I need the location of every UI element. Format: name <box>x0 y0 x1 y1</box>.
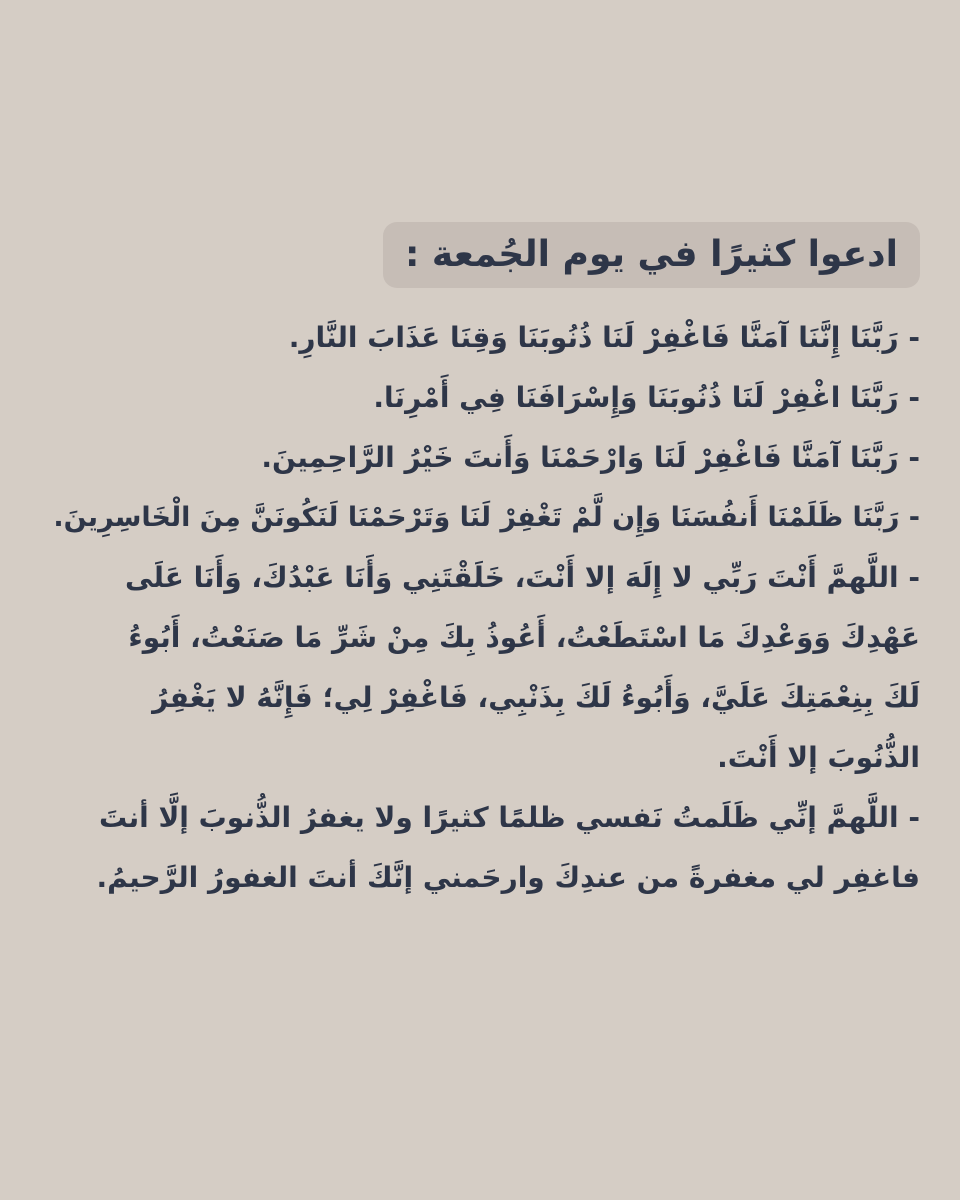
dua-6-line-2: فاغفِر لي مغفرةً من عندِكَ وارحَمني إنَّكَ أنتَ الغفورُ الرَّحيمُ. <box>96 861 920 894</box>
dua-list <box>40 308 920 908</box>
dua-6-line-1: - اللَّهمَّ إنِّي ظَلَمتُ نَفسي ظلمًا كثيرًا ولا يغفرُ الذُّنوبَ إلَّا أنتَ <box>98 801 920 834</box>
dua-5-line-2: عَهْدِكَ وَوَعْدِكَ مَا اسْتَطَعْتُ، أَعُوذُ بِكَ مِنْ شَرِّ مَا صَنَعْتُ، أَبُوءُ <box>128 621 920 654</box>
dua-5-line-1: - اللَّهمَّ أَنْتَ رَبِّي لا إِلَهَ إلا أَنْتَ، خَلَقْتَنِي وَأَنَا عَبْدُكَ، وَأَنَا عَلَى <box>125 561 920 594</box>
dua-2-line-1: - رَبَّنَا اغْفِرْ لَنَا ذُنُوبَنَا وَإِسْرَافَنَا فِي أَمْرِنَا. <box>373 381 920 414</box>
dua-1-line-1: - رَبَّنَا إِنَّنَا آمَنَّا فَاغْفِرْ لَنَا ذُنُوبَنَا وَقِنَا عَذَابَ النَّارِ. <box>288 321 920 354</box>
dua-4-line-1: - رَبَّنَا ظَلَمْنَا أَنفُسَنَا وَإِن لَّمْ تَغْفِرْ لَنَا وَتَرْحَمْنَا لَنَكُونَنَّ مِنَ الْخَاسِرِينَ. <box>53 502 920 533</box>
dua-5-line-4: الذُّنُوبَ إلا أَنْتَ. <box>717 741 920 774</box>
dua-5-line-3: لَكَ بِنِعْمَتِكَ عَلَيَّ، وَأَبُوءُ لَكَ بِذَنْبِي، فَاغْفِرْ لِي؛ فَإِنَّهُ لا يَغْفِرُ <box>152 681 920 714</box>
page-title: ادعوا كثيرًا في يوم الجُمعة : <box>405 234 898 275</box>
dua-3-line-1: - رَبَّنَا آمَنَّا فَاغْفِرْ لَنَا وَارْحَمْنَا وَأَنتَ خَيْرُ الرَّاحِمِينَ. <box>261 441 920 474</box>
heading-box <box>383 222 920 288</box>
